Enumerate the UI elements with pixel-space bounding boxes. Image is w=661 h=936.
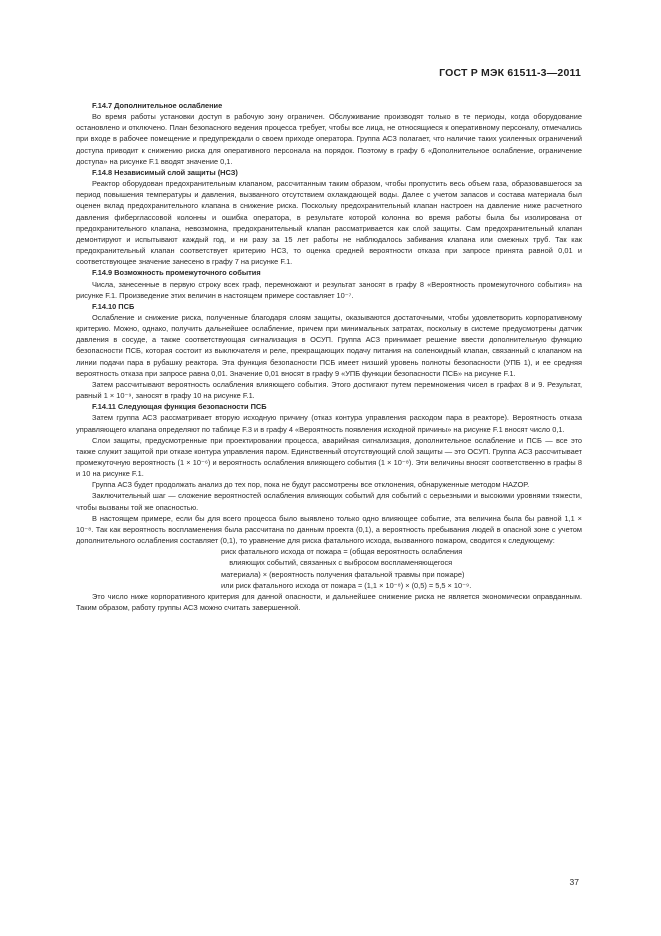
- formula-block: [76, 546, 582, 591]
- formula-line-3: материала) × (вероятность получения фатальной травмы при пожаре): [221, 569, 465, 579]
- formula-line-4: или риск фатального исхода от пожара = (1,1 × 10⁻⁸) × (0,5) = 5,5 × 10⁻⁹.: [221, 580, 472, 590]
- body-paragraph: Группа АСЗ будет продолжать анализ до тех пор, пока не будут рассмотрены все отклонения, обнаруженные методом HAZOP.: [92, 480, 530, 490]
- body-paragraph: Затем рассчитывают вероятность ослабления влияющего события. Этого достигают путем перемножения чисел в графах 8 и 9. Результат, равный 1 × 10⁻⁹, заносят в графу 10 на рисунке F.1.: [76, 379, 582, 401]
- formula-line-1: риск фатального исхода от пожара = (общая вероятность ослабления: [221, 547, 463, 557]
- body-paragraph: Во время работы установки доступ в рабочую зону ограничен. Обслуживание производят только в те периоды, когда оборудование остановлено и отключено. План безопасного ведения процесса требует, чтобы все лица, не относящиеся к оперативному персоналу, отмечались при входе в рабочее помещение и предупреждали о своем приходе оператора. Группа АСЗ полагает, что наличие таких усиленных ограничений доступа приводит к снижению риска для оперативного персонала на порядок. Поэтому в графу 6 «Дополнительное ослабление, ограничение доступа» на рисунке F.1 вводят значение 0,1.: [76, 112, 582, 166]
- standard-designation: ГОСТ Р МЭК 61511-3—2011: [439, 67, 581, 79]
- body-paragraph: Числа, занесенные в первую строку всех граф, перемножают и результат заносят в графу 8 «Вероятность промежуточного события» на рисунке F.1. Произведение этих величин в настоящем примере составляет 10⁻⁷.: [76, 279, 582, 300]
- section-heading: F.14.8 Независимый слой защиты (НСЗ): [92, 167, 238, 177]
- formula-line-2: влияющих событий, связанных с выбросом воспламеняющегося: [221, 558, 453, 568]
- body-paragraph: В настоящем примере, если бы для всего процесса было выявлено только одно влияющее событие, эта величина была бы равной 1,1 × 10⁻⁸. Так как вероятность воспламенения была рассчитана по данным проекта (0,1), а вероятность пребывания людей в опасной зоне с учетом дополнительного ослабления составляет (0,1), то уравнение для риска фатального исхода, вызванного пожаром, сводится к следующему:: [76, 513, 582, 546]
- document-body: [76, 100, 582, 613]
- paragraph-list: [76, 100, 582, 546]
- section-heading: F.14.7 Дополнительное ослабление: [92, 101, 223, 110]
- body-paragraph: Реактор оборудован предохранительным клапаном, рассчитанным таким образом, чтобы пропустить весь объем газа, образовавшегося за период повышения температуры и давления, вызванного отсутствием охлаждающей воды. Далее с учетом запасов и состава материала был оценен вклад предохранительного клапана в снижение риска. Поскольку предохранительный клапан настроен на давление ниже расчетного давления фиберглассовой колонны и ошибка оператора, в результате которой колонна во время работы была бы изолирована от предохранительного клапана, невозможна, предохранительный клапан рассматривается как слой защиты. Сам предохранительный клапан демонтируют и испытывают каждый год, и ни разу за 15 лет работы не наблюдалось забивания клапана или смежных труб. Так как предохранительный клапан соответствует критерию НСЗ, то оценка средней вероятности отказа при запросе принята равной 0,01 и соответствующее значение занесено в графу 7 на рисунке F.1.: [76, 179, 582, 267]
- body-paragraph: Заключительный шаг — сложение вероятностей ослабления влияющих событий для событий с серьезными и высокими уровнями тяжести, чтобы вызваны той же опасностью.: [76, 491, 582, 512]
- page-number: 37: [569, 877, 579, 887]
- section-heading: F.14.9 Возможность промежуточного события: [92, 268, 261, 278]
- section-heading: F.14.11 Следующая функция безопасности ПСБ: [92, 402, 267, 412]
- section-heading: F.14.10 ПСБ: [92, 301, 135, 311]
- closing-paragraph: Это число ниже корпоративного критерия для данной опасности, и дальнейшее снижение риска не является экономически оправданным. Таким образом, работу группы АСЗ можно считать завершенной.: [76, 591, 582, 613]
- body-paragraph: Слои защиты, предусмотренные при проектировании процесса, аварийная сигнализация, дополнительное ослабление и ПСБ — все это также служит защитой при отказе контура управления паром. Единственный отсутствующий слой защиты — это ОСУП. Группа АСЗ рассчитывает промежуточную вероятность (1 × 10⁻⁶) и вероятность ослабления влияющего события (1 × 10⁻⁸). Эти величины вносят соответственно в графы 8 и 10 на рисунке F.1.: [76, 435, 582, 479]
- body-paragraph: Затем группа АСЗ рассматривает вторую исходную причину (отказ контура управления расходом пара в реакторе). Вероятность отказа управляющего клапана определяют по таблице F.3 и в графу 4 «Вероятность появления исходной причины» на рисунке F.1 вносят число 0,1.: [76, 413, 582, 434]
- body-paragraph: Ослабление и снижение риска, полученные благодаря слоям защиты, оказываются достаточными, чтобы удовлетворить корпоративному критерию. Можно, однако, получить дальнейшее ослабление, причем при минимальных затратах, поскольку в системе предусмотрены датчик давления в сосуде, а также соответствующая сигнализация в ОСУП. Группа АСЗ принимает решение ввести дополнительную функцию безопасности ПСБ, которая состоит из выключателя и реле, прекращающих подачу питания на соленоидный клапан, связанный с клапаном на линии подачи пара в рубашку реактора. Эта функция безопасности ПСБ имеет низший уровень полноты безопасности (УПБ 1), и ее средняя вероятность отказа при запросе равна 0,01. Значение 0,01 вносят в графу 9 «УПБ функции безопасности ПСБ» на рисунке F.1.: [76, 312, 582, 378]
